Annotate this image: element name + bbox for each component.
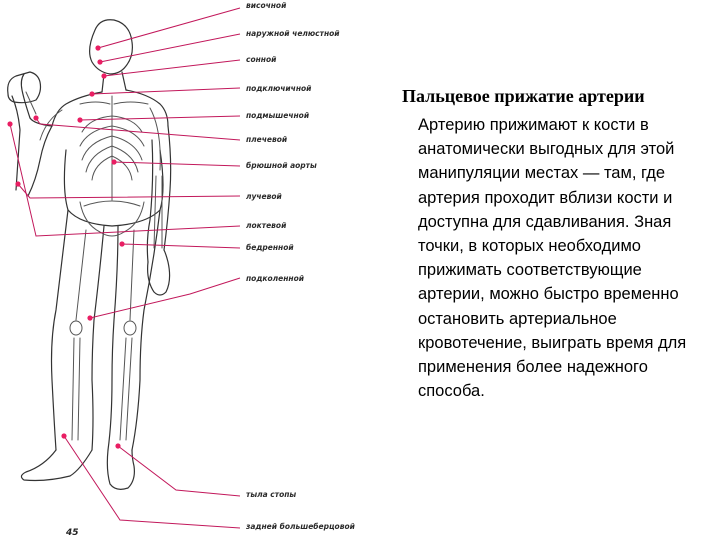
label-temporal: височной — [246, 1, 287, 10]
page-heading: Пальцевое прижатие артерии — [402, 86, 645, 106]
label-carotid: сонной — [246, 55, 277, 64]
body-paragraph: Артерию прижимают к кости в анатомически выгодных для этой манипуляции местах — там, где артерия проходит вблизи кости и доступна для сдавливания. Зная точки, в которых необходимо прижимать соответствующие артерии, можно быстро временно остановить артериальное кровотечение, выиграть время для применения более надежного способа. — [418, 116, 687, 401]
label-external-maxillary: наружной челюстной — [246, 29, 340, 38]
label-radial: лучевой — [246, 192, 282, 201]
label-ulnar: локтевой — [246, 221, 287, 230]
label-abdominal-aorta: брюшной аорты — [246, 161, 317, 170]
label-brachial: плечевой — [246, 135, 288, 144]
label-dorsalis-pedis: тыла стопы — [246, 490, 297, 499]
label-posterior-tibial: задней большеберцовой — [246, 522, 355, 531]
page-number: 45 — [66, 528, 79, 538]
label-axillary: подмышечной — [246, 111, 310, 120]
label-subclavian: подключичной — [246, 84, 312, 93]
label-femoral: бедренной — [246, 243, 294, 252]
label-popliteal: подколенной — [246, 274, 304, 283]
